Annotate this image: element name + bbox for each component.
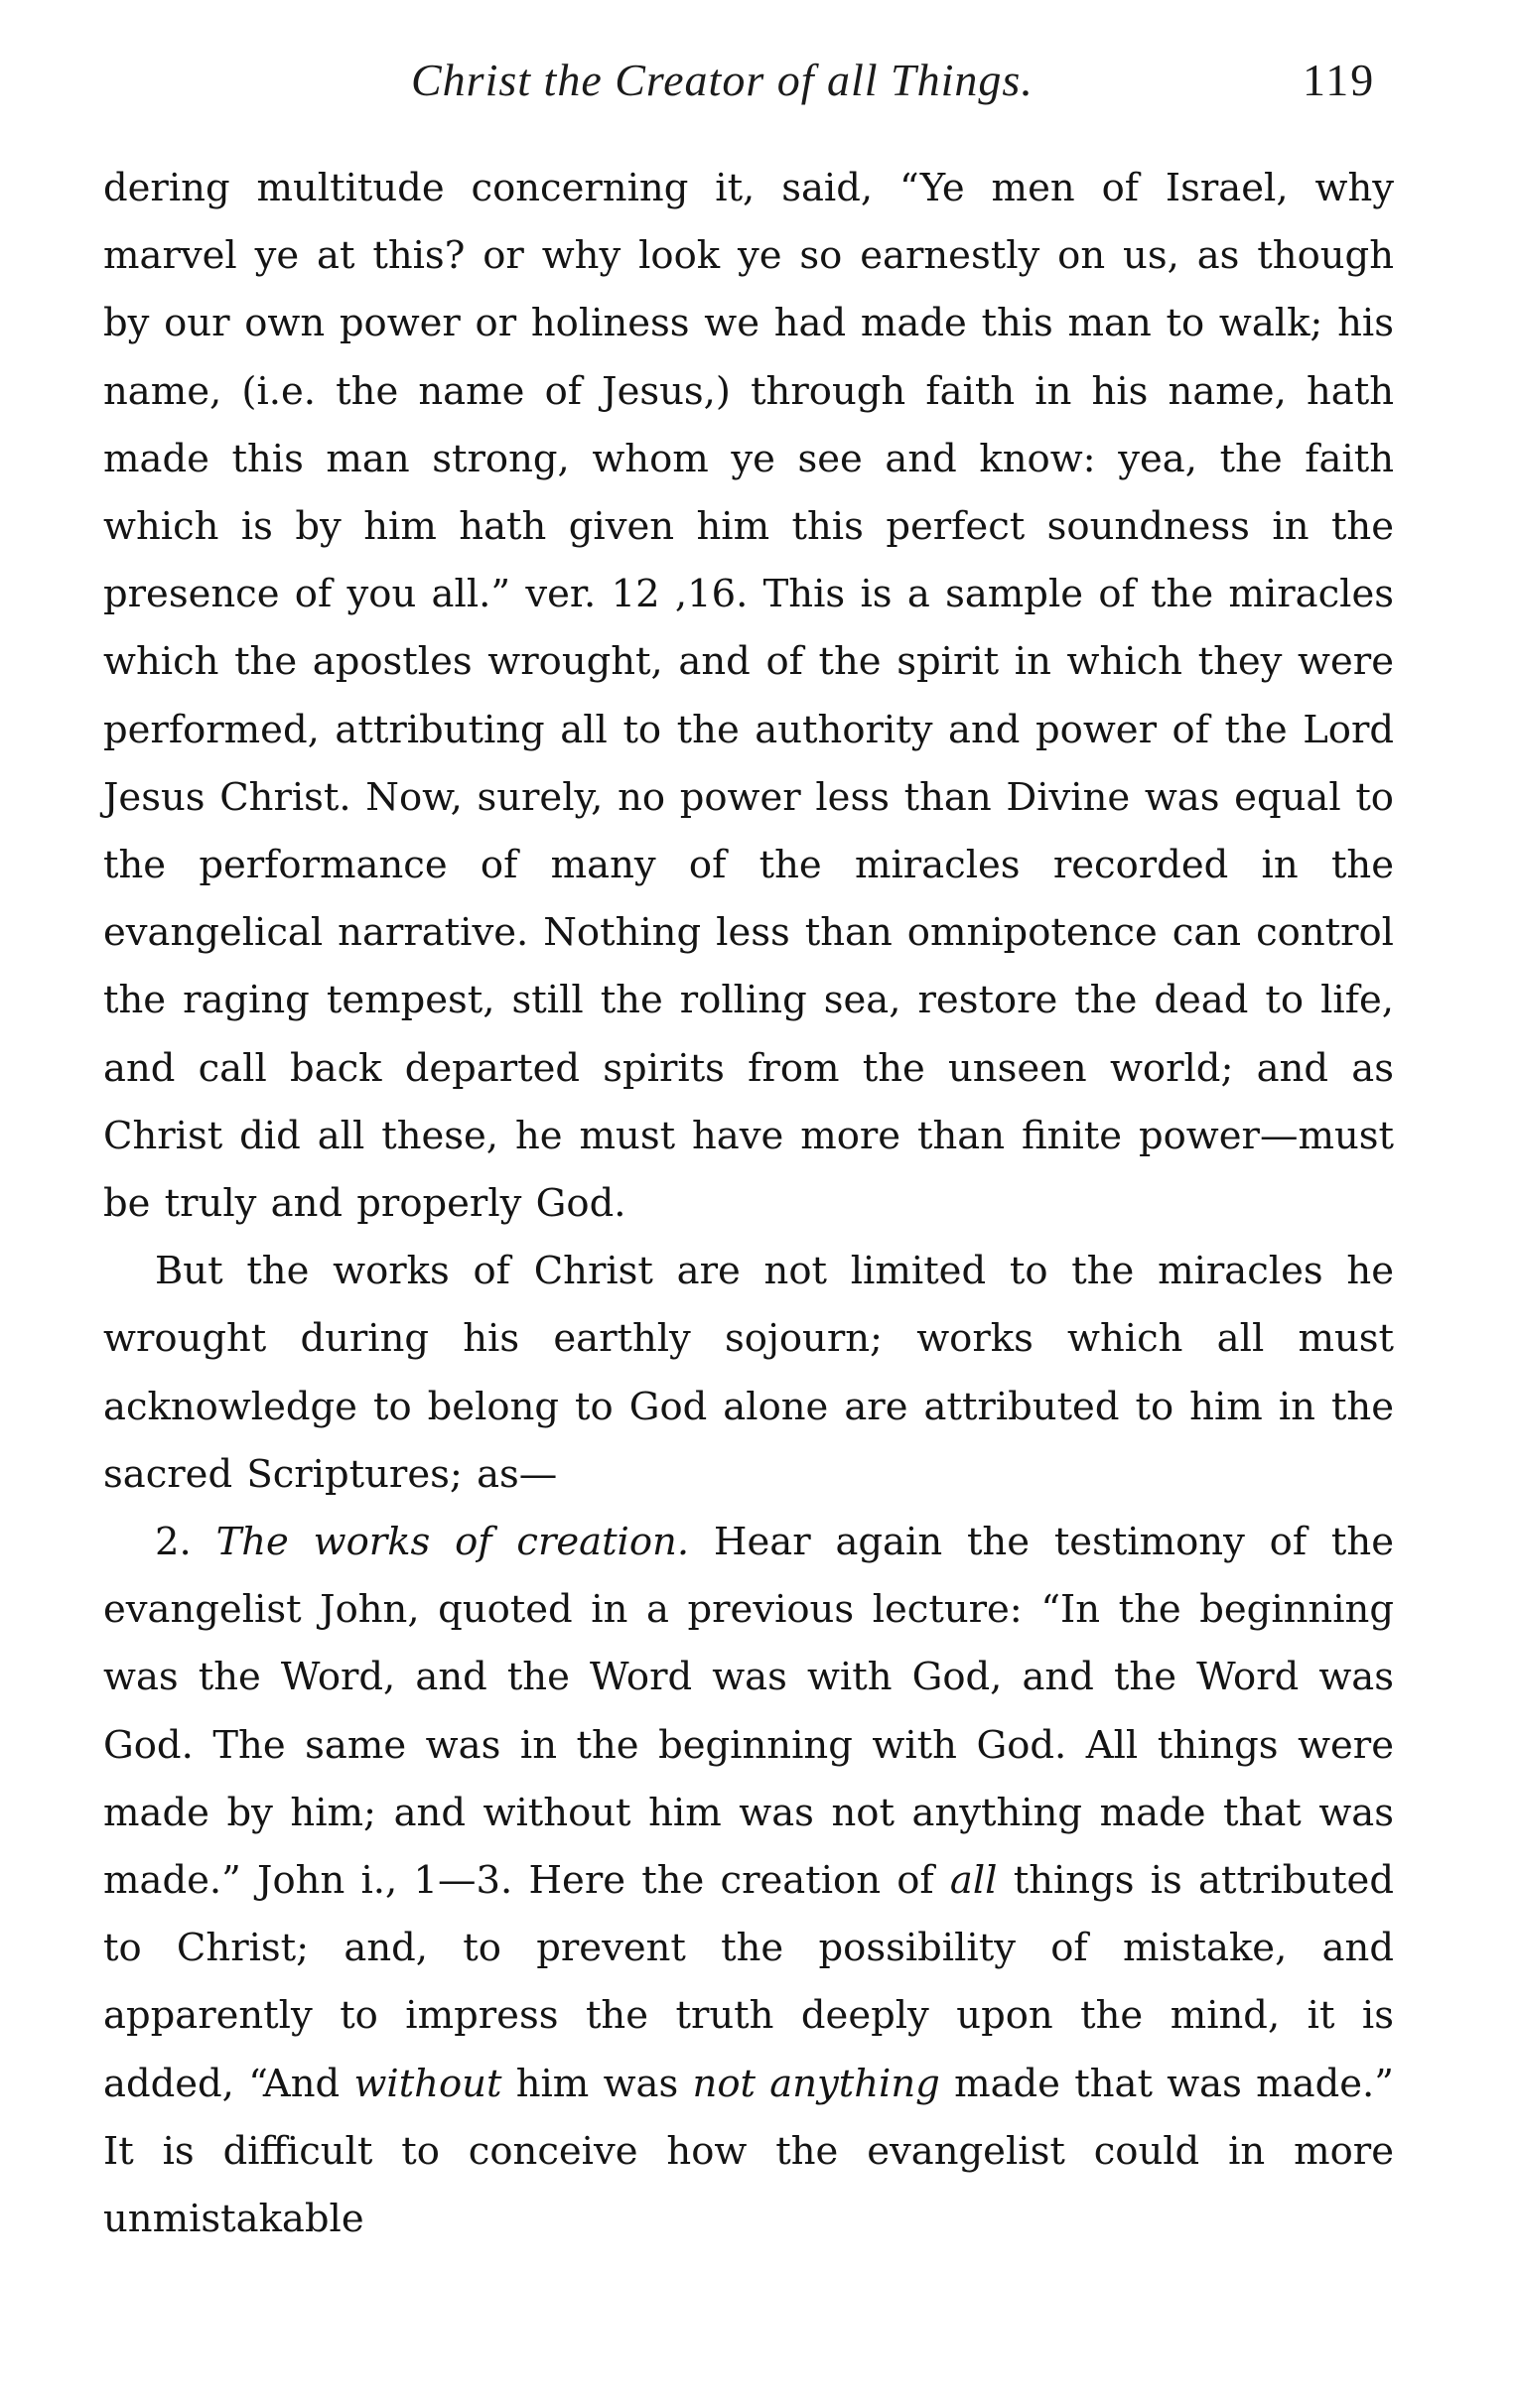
section-number: 2. <box>155 1520 192 1565</box>
page-number: 119 <box>1303 55 1376 105</box>
paragraph-text-segment: him was <box>501 2061 693 2106</box>
paragraph-text-segment: things is attributed to Christ; and, to prevent the possibility of mistake, and apparently to impress the truth deeply upon the mind, it is added, “And <box>103 1858 1394 2106</box>
paragraph-works-of-christ: But the works of Christ are not limited to the miracles he wrought during his earthly sojourn; works which all must acknowledge to belong to God alone are attributed to him in the sacred Scriptures; as— <box>103 1249 1394 1497</box>
paragraph-text-segment: made that was made.” It is difficult to conceive how the evangelist could in more unmistakable <box>103 2061 1394 2242</box>
paragraph-text-segment: Hear again the testimony of the evangelist John, quoted in a previous lecture: “In the beginning was the Word, and the Word was with God, and the Word was God. The same was in the beginning with God. All things were made by him; and without him was not anything made that was made.” John i., 1—3. Here the creation of <box>103 1520 1394 1904</box>
emphasis-not-anything: not anything <box>692 2061 940 2106</box>
paragraph-works-of-creation <box>103 1509 1394 2253</box>
emphasis-without: without <box>353 2061 502 2106</box>
emphasis-all: all <box>949 1858 998 1904</box>
running-title: Christ the Creator of all Things. <box>411 55 1034 105</box>
paragraph-miracles-conclusion: dering multitude concerning it, said, “Ye men of Israel, why marvel ye at this? or why look ye so earnestly on us, as though by our own power or holiness we had made this man to walk; his name, (i.e. the name of Jesus,) through faith in his name, hath made this man strong, whom ye see and know: yea, the faith which is by him hath given him this perfect soundness in the presence of you all.” ver. 12 ,16. This is a sample of the miracles which the apostles wrought, and of the spirit in which they were performed, attributing all to the authority and power of the Lord Jesus Christ. Now, surely, no power less than Divine was equal to the performance of many of the miracles recorded in the evangelical narrative. Nothing less than omnipotence can control the raging tempest, still the rolling sea, restore the dead to life, and call back departed spirits from the unseen world; and as Christ did all these, he must have more than finite power—must be truly and properly God. <box>103 166 1394 1227</box>
running-header <box>103 48 1394 127</box>
section-heading: The works of creation. <box>215 1520 690 1565</box>
body-text <box>103 155 1394 2253</box>
